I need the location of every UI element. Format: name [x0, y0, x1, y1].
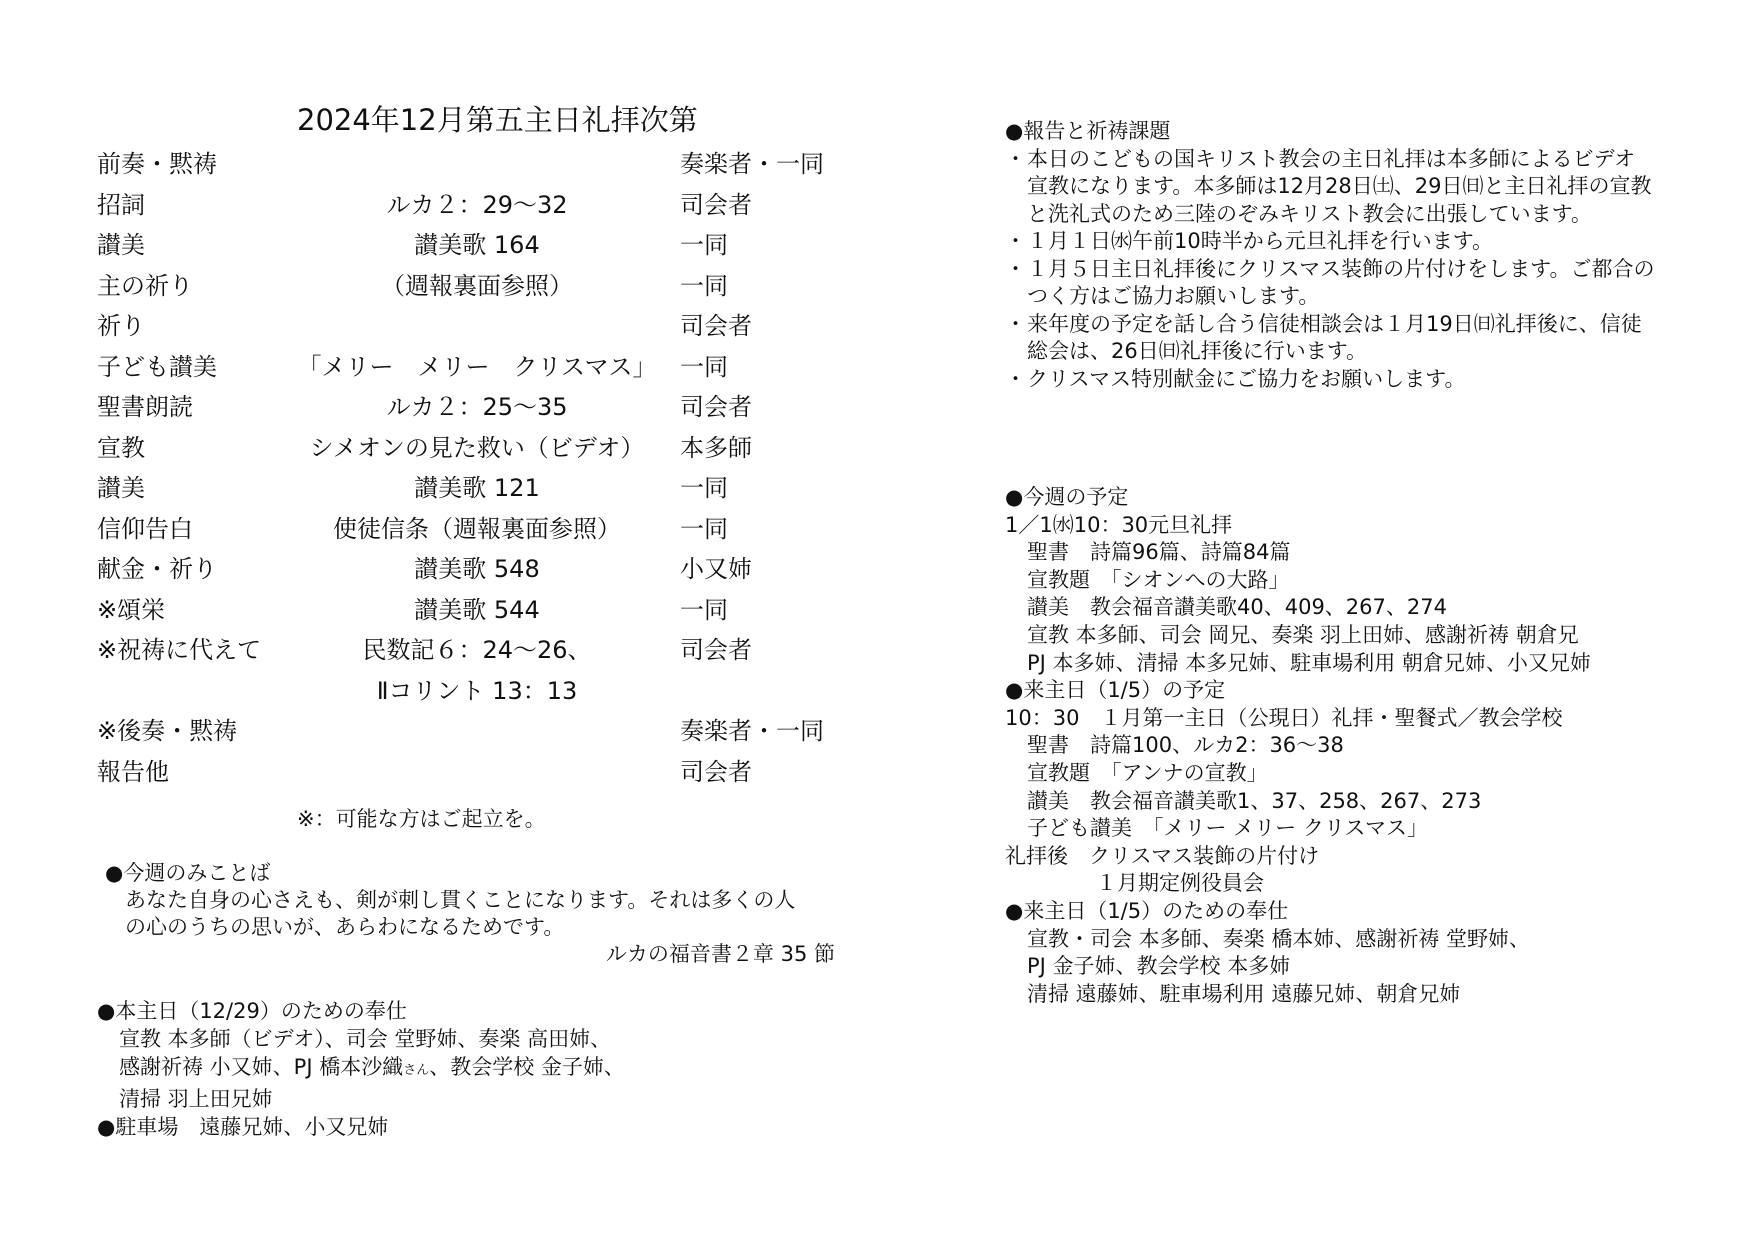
- order-item-responsible: 小又姉: [680, 555, 752, 583]
- duties-line-part: 感謝祈祷 小又姉、PJ 橋本沙織: [119, 1055, 404, 1079]
- next-sunday-heading: ●来主日（1/5）の予定: [1005, 678, 1226, 703]
- order-item-detail: （週報裏面参照）: [381, 271, 573, 300]
- order-item-responsible: 一同: [680, 271, 728, 300]
- this-sunday-service-duties: [97, 997, 837, 1141]
- order-row: [97, 387, 837, 428]
- order-row: [97, 266, 837, 307]
- next-sunday-line: 礼拝後 クリスマス装飾の片付け: [1005, 843, 1320, 868]
- next-sunday-line: 聖書 詩篇100、ルカ2：36～38: [1027, 733, 1344, 758]
- duties-line-part: 、教会学校 金子姉、: [429, 1055, 625, 1079]
- order-item-detail: ルカ２：29～32: [386, 190, 568, 219]
- weekly-scripture-line: の心のうちの思いが、あらわになるためです。: [125, 915, 565, 939]
- order-item-responsible: 司会者: [680, 757, 752, 786]
- order-item-responsible: 一同: [680, 595, 728, 624]
- order-item-detail: 「メリー メリー クリスマス」: [297, 352, 657, 381]
- announcement-text: 本日のこどもの国キリスト教会の主日礼拝は本多師によるビデオ宣教になります。本多師は12月28日㈯、29日㈰と主日礼拝の宣教と洗礼式のため三陸のぞみキリスト教会に出張しています。: [1027, 146, 1652, 226]
- order-item-name: 信仰告白: [97, 514, 193, 543]
- weekly-scripture-line: あなた自身の心さえも、剣が刺し貫くことになります。それは多くの人: [125, 888, 796, 912]
- weekly-scripture-heading: ●今週のみことば: [105, 861, 271, 885]
- announcement-item: [1005, 366, 1655, 394]
- weekly-scripture: [105, 860, 835, 968]
- order-item-responsible: 本多師: [680, 433, 752, 462]
- order-item-detail: 民数記６：24～26、: [362, 636, 592, 664]
- order-row: [97, 225, 837, 266]
- announcement-text: １月５日主日礼拝後にクリスマス装飾の片付けをします。ご都合のつく方はご協力お願いします。: [1027, 256, 1655, 308]
- duties-line: 宣教 本多師（ビデオ）、司会 堂野姉、奏楽 高田姉、: [119, 1027, 612, 1051]
- announcement-item: [1005, 228, 1655, 256]
- order-item-detail: 讃美歌 544: [414, 595, 540, 624]
- order-item-name: 讃美: [97, 231, 145, 259]
- order-item-name: 讃美: [97, 474, 145, 502]
- next-sunday-service-list: [1005, 926, 1655, 1009]
- order-item-name: 献金・祈り: [97, 555, 217, 583]
- announcements-section: [1005, 118, 1655, 393]
- week-schedule-list: [1005, 512, 1655, 678]
- order-item-responsible: 奏楽者・一同: [680, 150, 824, 178]
- order-item-name: 前奏・黙祷: [97, 150, 217, 178]
- duties-line: [97, 1053, 837, 1085]
- order-item-detail: 讃美歌 548: [414, 555, 540, 583]
- order-item-name: 報告他: [97, 757, 169, 786]
- order-item-responsible: 奏楽者・一同: [680, 717, 824, 745]
- order-item-name: 祈り: [97, 312, 145, 340]
- order-row: [97, 144, 837, 185]
- announcements-column: [1005, 118, 1655, 1006]
- next-sunday-list: [1005, 705, 1655, 898]
- week-schedule-line: 讃美 教会福音讃美歌40、409、267、274: [1027, 595, 1447, 620]
- order-item-detail: 讃美歌 164: [414, 231, 540, 259]
- announcement-text: 来年度の予定を話し合う信徒相談会は１月19日㈰礼拝後に、信徒総会は、26日㈰礼拝後に行います。: [1027, 311, 1642, 363]
- announcement-item: [1005, 256, 1655, 311]
- order-row: [97, 630, 837, 671]
- next-sunday-line: 10：30 １月第一主日（公現日）礼拝・聖餐式／教会学校: [1005, 705, 1563, 730]
- week-schedule-line: 宣教 本多師、司会 岡兄、奏楽 羽上田姉、感謝祈祷 朝倉兄: [1027, 622, 1579, 647]
- week-schedule-line: 聖書 詩篇96篇、詩篇84篇: [1027, 540, 1291, 565]
- announcement-item: [1005, 311, 1655, 366]
- week-schedule-line: 1／1㈬10：30元旦礼拝: [1005, 512, 1233, 537]
- order-item-detail: Ⅱコリント 13：13: [376, 676, 578, 705]
- order-row: [97, 671, 837, 712]
- order-row: [97, 428, 837, 469]
- order-item-name: 聖書朗読: [97, 393, 193, 421]
- bullet-mark: ・: [1005, 256, 1026, 281]
- order-item-responsible: 司会者: [680, 190, 752, 219]
- order-row: [97, 752, 837, 793]
- order-row: [97, 306, 837, 347]
- order-row: [97, 590, 837, 631]
- order-row: [97, 347, 837, 388]
- order-row: [97, 468, 837, 509]
- next-sunday-service-line: 清掃 遠藤姉、駐車場利用 遠藤兄姉、朝倉兄姉: [1027, 981, 1461, 1006]
- bullet-mark: ・: [1005, 311, 1026, 336]
- week-schedule-line: PJ 本多姉、清掃 本多兄姉、駐車場利用 朝倉兄姉、小又兄姉: [1027, 650, 1591, 675]
- next-sunday-line: １月期定例役員会: [1096, 871, 1264, 896]
- order-item-responsible: 一同: [680, 514, 728, 543]
- order-item-name: 招詞: [97, 190, 145, 219]
- order-item-detail: 讃美歌 121: [414, 474, 540, 502]
- page-title: 2024年12月第五主日礼拝次第: [297, 103, 698, 137]
- order-row: [97, 711, 837, 752]
- duties-heading: ●本主日（12/29）のための奉仕: [97, 999, 407, 1023]
- parking-duty: ●駐車場 遠藤兄姉、小又兄姉: [97, 1115, 389, 1139]
- bullet-mark: ・: [1005, 366, 1026, 391]
- week-schedule-line: 宣教題 「シオンへの大路」: [1027, 567, 1290, 592]
- order-item-name: ※頌栄: [97, 595, 166, 624]
- announcements-heading: ●報告と祈祷課題: [1005, 119, 1171, 143]
- worship-order-list: [97, 144, 837, 792]
- order-item-name: 宣教: [97, 433, 145, 462]
- order-row: [97, 549, 837, 590]
- order-item-responsible: 一同: [680, 352, 728, 381]
- order-item-name: 子ども讃美: [97, 352, 217, 381]
- order-item-responsible: 一同: [680, 474, 728, 502]
- duties-line: 清掃 羽上田兄姉: [119, 1087, 273, 1111]
- order-item-responsible: 司会者: [680, 393, 752, 421]
- weekly-scripture-reference: ルカの福音書２章 35 節: [605, 942, 835, 966]
- schedule-section: [1005, 484, 1655, 1008]
- next-sunday-line: 子ども讃美 「メリー メリー クリスマス」: [1027, 816, 1429, 841]
- week-schedule-heading: ●今週の予定: [1005, 485, 1129, 509]
- next-sunday-service-line: PJ 金子姉、教会学校 本多姉: [1027, 954, 1291, 979]
- announcement-text: クリスマス特別献金にご協力をお願いします。: [1027, 366, 1466, 391]
- order-item-detail: ルカ２：25～35: [386, 393, 568, 421]
- order-item-name: ※祝祷に代えて: [97, 636, 262, 664]
- bullet-mark: ・: [1005, 146, 1026, 171]
- standing-note: ※：可能な方はご起立を。: [297, 807, 546, 831]
- next-sunday-line: 讃美 教会福音讃美歌1、37、258、267、273: [1027, 788, 1482, 813]
- order-item-detail: シメオンの見た救い（ビデオ）: [309, 433, 645, 462]
- order-item-responsible: 一同: [680, 231, 728, 259]
- order-row: [97, 509, 837, 550]
- next-sunday-service-heading: ●来主日（1/5）のための奉仕: [1005, 898, 1289, 923]
- bullet-mark: ・: [1005, 229, 1026, 253]
- next-sunday-service-line: 宣教・司会 本多師、奏楽 橋本姉、感謝祈祷 堂野姉、: [1027, 926, 1531, 951]
- order-row: [97, 185, 837, 226]
- honorific-small: さん: [403, 1063, 430, 1078]
- order-item-name: 主の祈り: [97, 271, 193, 300]
- order-item-detail: 使徒信条（週報裏面参照）: [333, 514, 621, 543]
- announcement-item: [1005, 146, 1655, 229]
- order-item-responsible: 司会者: [680, 636, 752, 664]
- order-item-name: ※後奏・黙祷: [97, 717, 238, 745]
- order-item-responsible: 司会者: [680, 312, 752, 340]
- announcements-list: [1005, 146, 1655, 394]
- next-sunday-line: 宣教題 「アンナの宣教」: [1027, 760, 1268, 785]
- announcement-text: １月１日㈬午前10時半から元旦礼拝を行います。: [1027, 229, 1494, 253]
